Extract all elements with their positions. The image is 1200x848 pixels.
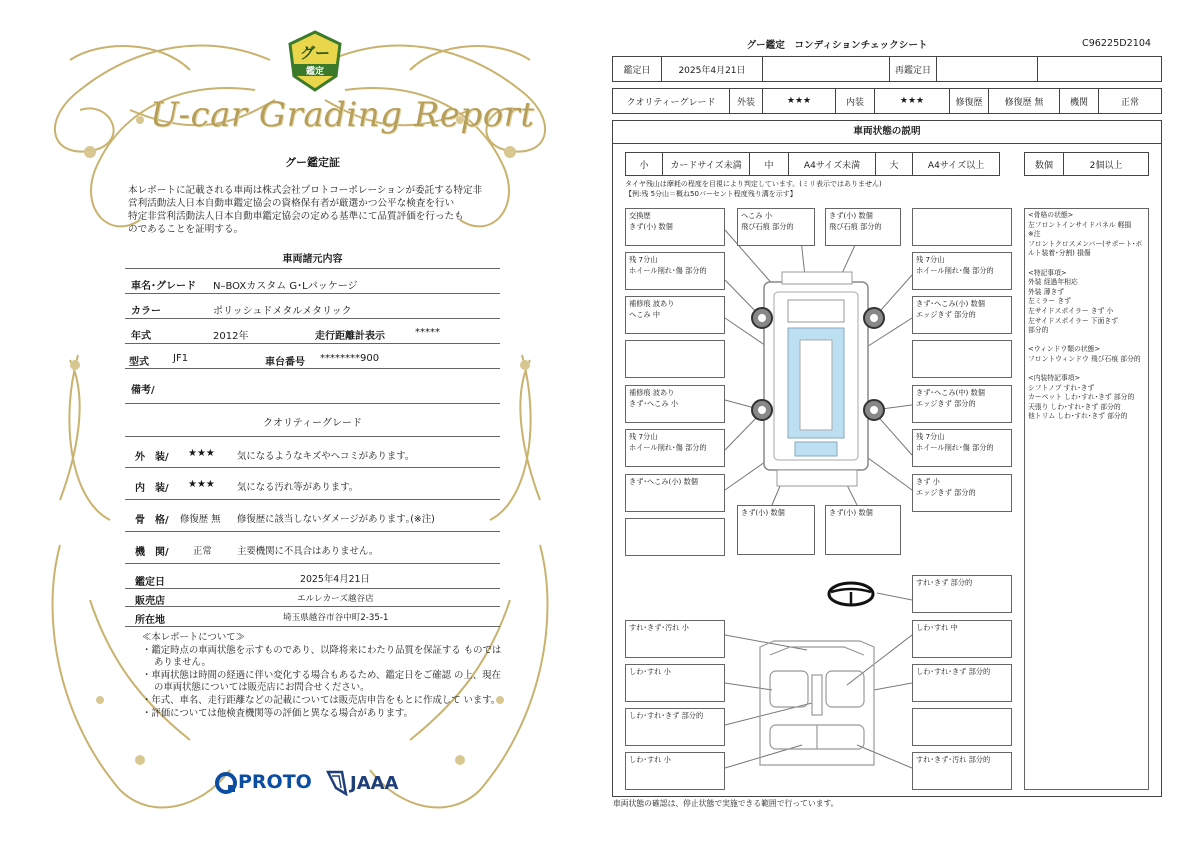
side-note-line: 外装 薄きず <box>1028 287 1065 296</box>
side-note-line: フロントウィンドウ 飛び石痕 部分的 <box>1028 354 1141 363</box>
ext-box-rear-left-door <box>625 385 725 423</box>
side-notes-list <box>1028 211 1145 422</box>
side-note-line <box>1028 365 1145 375</box>
ext-box-line: きず(小) 数個 <box>741 508 785 517</box>
ext-box-line: きず･へこみ(小) 数個 <box>916 299 985 308</box>
footer-shop-value: エルレカーズ越谷店 <box>297 594 374 604</box>
int-box-right-3-empty <box>912 708 1012 746</box>
spec-mileage-value: ***** <box>415 327 440 338</box>
ext-value: ★★★ <box>762 88 836 114</box>
ext-box-line: 残 7分山 <box>629 432 658 441</box>
ext-box-line: きず 小 <box>916 477 940 486</box>
note-item: ・年式、車名、走行距離などの記載については販売店申告をもとに作成して います。 <box>142 694 501 706</box>
jaaa-logo-text: JAAA <box>350 773 399 794</box>
quality-engine-value: 正常 <box>193 546 212 557</box>
ext-box-line: 飛び石痕 部分的 <box>741 221 794 231</box>
legend-count-desc: 2個以上 <box>1063 152 1149 176</box>
report-id: C96225D2104 <box>1082 38 1152 49</box>
ext-box-rear-right <box>912 474 1012 512</box>
spec-name-label: 車名･グレード <box>131 281 196 292</box>
ext-box-line: エッジきず 部分的 <box>916 398 976 408</box>
note-item: ・鑑定時点の車両状態を示すものであり、以降将来にわたり品質を保証する ものではありません。 <box>142 644 502 669</box>
side-note-line: <骨格の状態> <box>1028 211 1074 219</box>
int-value: ★★★ <box>874 88 950 114</box>
side-note-line: 部分的 <box>1028 326 1049 335</box>
quality-interior-label: 内 装/ <box>135 483 169 494</box>
side-note-line: 外装 経過年相応 <box>1028 278 1078 287</box>
certificate-text <box>128 184 500 236</box>
ext-box-tire-rear-right <box>912 429 1012 467</box>
legend-small-desc: カードサイズ未満 <box>662 152 750 176</box>
ext-box-empty-left <box>625 340 725 378</box>
date-label: 鑑定日 <box>612 56 662 82</box>
tire-note-2: 【例:残 5分山＝概ね50パーセント程度残り溝を示す】 <box>625 190 797 198</box>
footer-row-shop <box>125 589 500 607</box>
side-note-line: <ウィンドウ類の状態> <box>1028 345 1101 354</box>
ext-box-windshield <box>825 208 901 246</box>
ext-box-rear-left <box>625 474 725 512</box>
ext-box-line: きず･へこみ(中) 数個 <box>916 388 985 397</box>
ext-box-hood <box>737 208 815 246</box>
spec-year-label: 年式 <box>131 331 151 342</box>
quality-row-engine <box>125 532 500 564</box>
quality-frame-value: 修復歴 無 <box>180 514 221 525</box>
ext-box-line: 残 7分山 <box>916 255 945 264</box>
side-note-line: フロントクロスメンバー(サポート･ボルト装着･分割) 損傷 <box>1028 239 1143 258</box>
ext-box-line: きず･へこみ(小) 数個 <box>629 477 698 486</box>
side-note-line: 左サイドスポイラー きず 小 <box>1028 306 1114 315</box>
side-note-line <box>1028 259 1145 269</box>
certificate-line: 本レポートに記載される車両は株式会社プロトコーポレーションが委託する特定非 <box>128 185 483 196</box>
spec-year-value: 2012年 <box>213 331 249 342</box>
legend-small: 小 <box>625 152 663 176</box>
int-box-steering: すれ･きず 部分的 <box>912 575 1012 613</box>
condition-notes-panel <box>1024 208 1149 790</box>
ext-box-line: ホイール削れ･傷 部分的 <box>629 442 707 452</box>
goo-kantei-badge <box>286 30 344 92</box>
quality-engine-label: 機 関/ <box>135 547 169 558</box>
side-note-line: <内装特記事項> <box>1028 374 1081 383</box>
proto-logo-icon <box>215 772 237 794</box>
date-blank-cell <box>762 56 890 82</box>
footer-row-date <box>125 568 500 589</box>
legend-count: 数個 <box>1024 152 1064 176</box>
certificate-line: のであることを証明する。 <box>128 224 244 235</box>
ext-box-empty-right <box>912 340 1012 378</box>
spec-chassis-value: ********900 <box>320 353 380 364</box>
qg-label: クオリティーグレード <box>612 88 730 114</box>
spec-color-label: カラー <box>131 306 161 317</box>
proto-logo-text: PROTO <box>238 771 312 793</box>
spec-model-value: JF1 <box>173 353 189 364</box>
redate-value-cell <box>936 56 1038 82</box>
int-box-left-4: しわ･すれ 小 <box>625 752 725 790</box>
footer-date-label: 鑑定日 <box>135 577 165 588</box>
quality-exterior-desc: 気になるようなキズやヘコミがあります。 <box>237 451 415 462</box>
int-box-right-2: しわ･すれ･きず 部分的 <box>912 664 1012 702</box>
ext-box-front-left <box>625 208 725 246</box>
certificate-title: グー鑑定証 <box>285 156 340 169</box>
ext-box-line: 飛び石痕 部分的 <box>829 221 882 231</box>
quality-frame-label: 骨 格/ <box>135 515 169 526</box>
side-note-line: カーペット しわ･すれ･きず 部分的 <box>1028 393 1135 402</box>
side-note-line <box>1028 336 1145 346</box>
int-box-right-1: しわ･すれ 中 <box>912 620 1012 658</box>
ext-box-tire-rear-left <box>625 429 725 467</box>
engine-value: 正常 <box>1098 88 1162 114</box>
ext-box-line: エッジきず 部分的 <box>916 309 976 319</box>
side-note-line: <特記事項> <box>1028 268 1067 277</box>
footer-shop-label: 販売店 <box>135 596 165 607</box>
steering-wheel-icon <box>826 580 876 608</box>
ext-box-line: 補修痕 波あり <box>629 388 675 397</box>
ext-box-line: 残 7分山 <box>629 255 658 264</box>
ext-box-line: ホイール削れ･傷 部分的 <box>916 265 994 275</box>
spec-name-value: N–BOXカスタム G･Lパッケージ <box>213 281 358 292</box>
footer-date-value: 2025年4月21日 <box>300 574 370 585</box>
note-item: ・評価については他検査機関等の評価と異なる場合があります。 <box>142 707 413 719</box>
quality-row-interior <box>125 468 500 500</box>
ext-box-line: 補修痕 波あり <box>629 299 675 308</box>
ext-box-line: 交換歴 <box>629 211 651 220</box>
int-box-left-3: しわ･すれ･きず 部分的 <box>625 708 725 746</box>
ext-box-front-left-door <box>625 296 725 334</box>
jaaa-logo-icon <box>326 768 348 796</box>
ext-box-rear-bumper <box>825 505 901 555</box>
ext-box-tire-front-left <box>625 252 725 290</box>
int-box-left-2: しわ･すれ 小 <box>625 664 725 702</box>
ext-box-line: きず(小) 数個 <box>629 221 673 231</box>
int-box-left-1: すれ･きず･汚れ 小 <box>625 620 725 658</box>
quality-frame-desc: 修復歴に該当しないダメージがあります｡(※注) <box>237 514 435 525</box>
ext-box-line: ホイール削れ･傷 部分的 <box>629 265 707 275</box>
spec-model-label: 型式 <box>129 357 149 368</box>
quality-section-title: クオリティーグレード <box>263 418 362 429</box>
quality-row-exterior <box>125 436 500 468</box>
ext-box-empty-bottom-left <box>625 518 725 556</box>
badge-top-text: グー <box>299 44 331 62</box>
notes-title: ≪本レポートについて≫ <box>142 632 245 643</box>
spec-remarks-label: 備考/ <box>131 385 155 396</box>
side-note-line: 左フロントインサイドパネル 軽損 <box>1028 220 1132 229</box>
certificate-line: 特定非営利活動法人日本自動車鑑定協会の定める基準にて品質評価を行ったも <box>128 211 464 222</box>
note-item: ・車両状態は時間の経過に伴い変化する場合もあるため、鑑定日をご確認 の上、現在の車両状態については販売店にお問合せください。 <box>142 669 501 694</box>
redate-label: 再鑑定日 <box>889 56 937 82</box>
report-script-title: U-car Grading Report <box>150 95 535 135</box>
tire-note-1: タイヤ残山は摩耗の程度を目視により判定しています。(ミリ表示ではありません) <box>625 180 882 188</box>
side-note-line: 他トリム しわ･すれ･きず 部分的 <box>1028 412 1128 421</box>
spec-section-title: 車両諸元内容 <box>282 254 343 265</box>
ext-box-rear-gate <box>737 505 815 555</box>
side-note-line: 左サイドスポイラー 下面きず <box>1028 316 1118 325</box>
int-box-right-4: すれ･きず･汚れ 部分的 <box>912 752 1012 790</box>
quality-engine-desc: 主要機関に不具合はありません。 <box>237 546 379 557</box>
ext-box-line: 残 7分山 <box>916 432 945 441</box>
quality-exterior-value: ★★★ <box>188 448 215 459</box>
spec-mileage-label: 走行距離計表示 <box>315 331 385 342</box>
legend-large-desc: A4サイズ以上 <box>912 152 1000 176</box>
ext-box-line: ホイール削れ･傷 部分的 <box>916 442 994 452</box>
int-label: 内装 <box>835 88 875 114</box>
spec-chassis-label: 車台番号 <box>265 357 305 368</box>
ext-box-line: きず･へこみ 小 <box>629 398 679 408</box>
ext-label: 外装 <box>729 88 763 114</box>
date-value: 2025年4月21日 <box>661 56 763 82</box>
quality-exterior-label: 外 装/ <box>135 452 169 463</box>
legend-mid-desc: A4サイズ未満 <box>788 152 876 176</box>
ext-box-rear-right-door <box>912 385 1012 423</box>
quality-row-frame <box>125 500 500 532</box>
spec-row-color <box>125 294 500 319</box>
repair-value: 修復歴 無 <box>988 88 1060 114</box>
badge-bottom-text: 鑑定 <box>305 67 325 77</box>
legend-mid: 中 <box>749 152 789 176</box>
spec-row-year <box>125 319 500 344</box>
spec-row-remarks <box>125 369 500 404</box>
report-notes <box>142 632 502 720</box>
side-note-line: 左ミラー きず <box>1028 297 1071 306</box>
certificate-line: 営利活動法人日本自動車鑑定協会の資格保有者が厳選かつ公平な検査を行い <box>128 198 455 209</box>
ext-box-line: きず(小) 数個 <box>829 508 873 517</box>
ext-box-line: へこみ 小 <box>741 211 773 220</box>
footer-address-label: 所在地 <box>135 615 165 626</box>
side-note-line: シフトノブ すれ･きず <box>1028 383 1095 392</box>
bottom-note: 車両状態の確認は、停止状態で実施できる範囲で行っています。 <box>613 799 839 808</box>
legend-large: 大 <box>875 152 913 176</box>
section-title: 車両状態の説明 <box>612 120 1162 144</box>
footer-address-value: 埼玉県越谷市谷中町2-35-1 <box>283 613 389 623</box>
ext-box-front-right-door <box>912 296 1012 334</box>
quality-interior-desc: 気になる汚れ等があります。 <box>237 482 359 493</box>
ext-box-line: エッジきず 部分的 <box>916 487 976 497</box>
ext-box-line: きず(小) 数個 <box>829 211 873 220</box>
ext-box-tire-front-right <box>912 252 1012 290</box>
side-note-line: 天張り しわ･すれ･きず 部分的 <box>1028 402 1121 411</box>
spec-row-model <box>125 344 500 369</box>
repair-label: 修復歴 <box>949 88 989 114</box>
ext-box-empty-top-right <box>912 208 1012 246</box>
spec-row-name <box>125 268 500 294</box>
footer-row-address <box>125 607 500 627</box>
sheet-title: グー鑑定 コンディションチェックシート <box>746 40 928 51</box>
engine-label: 機関 <box>1059 88 1099 114</box>
spec-color-value: ポリッシュドメタルメタリック <box>213 306 352 317</box>
quality-interior-value: ★★★ <box>188 479 215 490</box>
ext-box-line: へこみ 中 <box>629 309 661 319</box>
side-note-line: ※注 <box>1028 230 1041 239</box>
